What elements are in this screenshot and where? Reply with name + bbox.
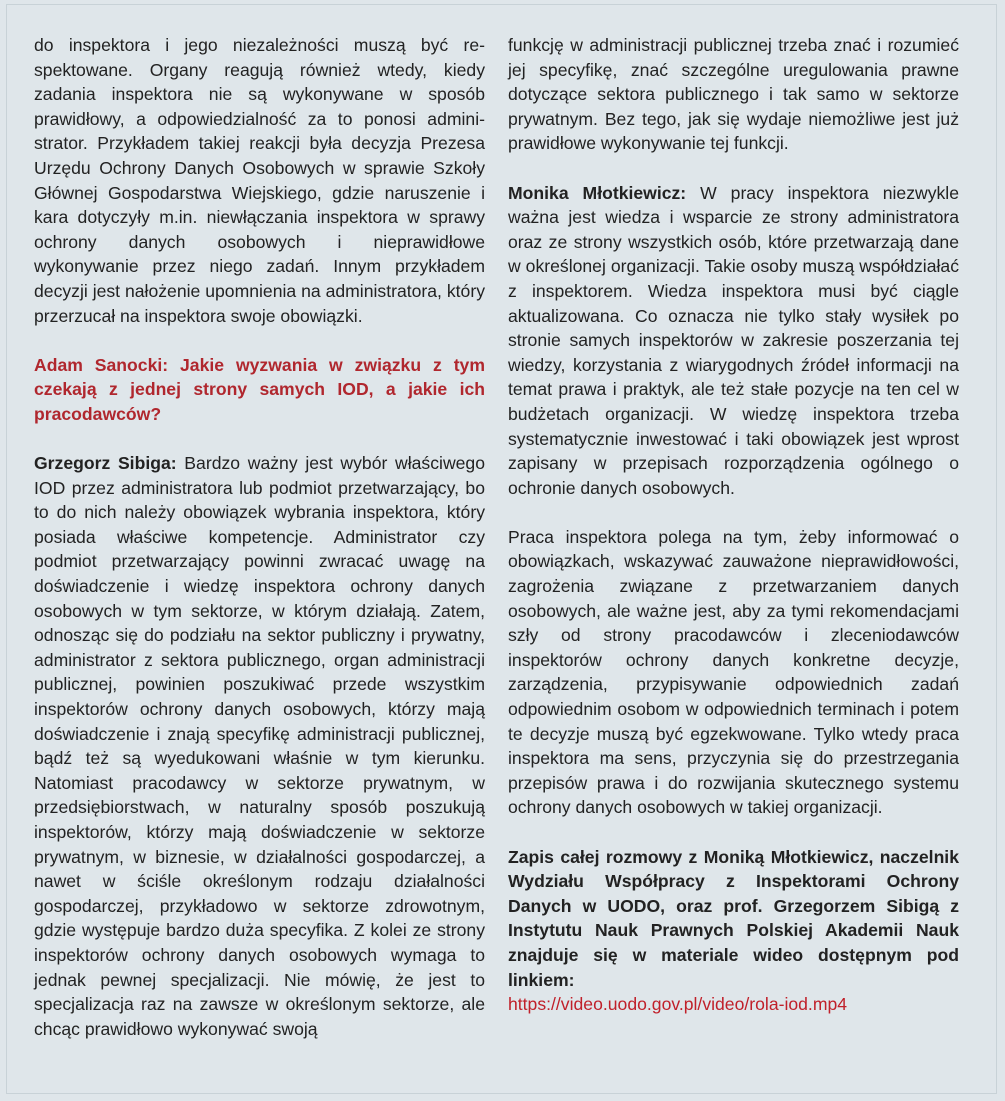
right-column — [508, 33, 959, 1017]
left-column — [34, 33, 485, 1041]
paragraph-continued: funkcję w administracji publicznej trzeba znać i rozumieć jej specyfikę, znać szczególne uregulowania prawne dotyczące sektora publicznego i tak samo w sektorze prywatnym. Bez tego, jak się wydaje niemożliwe jest już prawidłowe wykonywanie tej funkcji. — [508, 35, 959, 154]
video-note — [508, 845, 959, 1017]
answer-text-2: W pracy inspektora niezwykle ważna jest wiedza i wsparcie ze strony administratora oraz ze strony wszystkich osób, które przetwarzają dane w określonej organizacji. Takie osoby muszą współdziałać z inspektorem. Wiedza inspektora musi być ciągle aktualizowana. Co oznacza nie tylko stały wysiłek po stronie samych inspektorów w zakresie poszerzania tej wiedzy, korzystania z wiarygodnych źródeł informacji na temat prawa i praktyk, ale też stałe pozycje na ten cel w budżetach organizacji. W wiedzę inspektora trzeba systematycznie inwestować i taki obowiązek jest wprost zapisany w przepisach rozporządzenia ogólnego o ochronie danych osobowych. — [508, 182, 959, 498]
answer-paragraph — [34, 451, 485, 1041]
speaker-name: Grzegorz Sibiga: — [34, 453, 177, 474]
paragraph-inspector-work: Praca inspektora polega na tym, żeby informować o obowiązkach, wskazywać zauważone nieprawidłowości, zagrożenia związane z przetwarzaniem danych osobowych, ale ważne jest, aby za tymi rekomendacjami szły od strony pracodawców i zleceniodawców inspektorów ochrony danych konkretne decyzje, zarządzenia, przypisywanie odpowiednich zadań odpowiednim osobom w odpowiednich terminach i potem te decyzje muszą być egzekwowane. Tylko wtedy praca inspektora ma sens, przyczynia się do przestrzegania przepisów prawa i do rozwijania skutecznego systemu ochrony danych osobowych w takiej organizacji. — [508, 526, 959, 818]
video-note-text: Zapis całej rozmowy z Moniką Młotkiewicz, naczelnik Wydziału Współpracy z Inspektorami Ochrony Danych w UODO, oraz prof. Grzegorzem Sibigą z Instytutu Nauk Prawnych Polskiej Akademii Nauk znajduje się w materiale wideo dostępnym pod linkiem: — [508, 846, 959, 990]
answer-paragraph-2 — [508, 181, 959, 501]
article-page — [6, 4, 997, 1094]
answer-text: Bardzo ważny jest wybór właściwego IOD przez administratora lub podmiot przetwarzający, bo to do nich należy obowiązek wybrania inspektora, który posiada właściwe kompetencje. Administrator czy podmiot przetwarzający powinni zwracać uwagę na doświadczenie i wiedzę inspektora ochrony danych osobowych w tym sektorze, w którym działają. Zatem, odnosząc się do podziału na sektor publiczny i prywatny, administrator z sektora publicznego, organ administracji publicznej, powinien poszukiwać przede wszystkim inspektorów ochrony danych osobowych, którzy mają doświadczenie i znają specyfikę administracji publicznej, bądź też są wyedukowani właśnie w tym kierunku. Natomiast pracodawcy w sektorze prywatnym, w przedsiębiorstwach, w naturalny sposób poszukują inspektorów, którzy mają doświadczenie w sektorze prywatnym, w biznesie, w działalności gospodarczej, a nawet w ściśle określonym rodzaju działalności gospodarczej, przykładowo w sektorze zdrowotnym, gdzie występuje bardzo duża specyfika. Z kolei ze strony inspektorów ochrony danych osobowych wymaga to jednak pewnej specjalizacji. Nie mówię, że jest to specjalizacja raz na zawsze w określonym sektorze, ale chcąc prawidłowo wykonywać swoją — [34, 453, 485, 1039]
speaker-name-2: Monika Młotkiewicz: — [508, 182, 687, 203]
video-link[interactable]: https://video.uodo.gov.pl/video/rola-iod.mp4 — [508, 994, 848, 1015]
paragraph-intro: do inspektora i jego niezależności muszą być respektowane. Organy reagują również wtedy, kiedy zadania inspektora nie są wykonywane w sposób prawidłowy, a odpowiedzialność za to ponosi administrator. Przykładem takiej reakcji była decyzja Prezesa Urzędu Ochrony Danych Osobowych w sprawie Szkoły Głównej Gospodarstwa Wiejskiego, gdzie naruszenie i kara dotyczyły m.in. niewłączania inspektora w sprawy ochrony danych osobowych i nieprawidłowe wykonywanie przez niego zadań. Innym przykładem decyzji jest nałożenie upomnienia na administratora, który przerzucał na inspektora swoje obowiązki. — [34, 35, 485, 326]
interview-question: Adam Sanocki: Jakie wyzwania w związku z tym czekają z jednej strony samych IOD, a jakie ich pracodawców? — [34, 354, 485, 424]
